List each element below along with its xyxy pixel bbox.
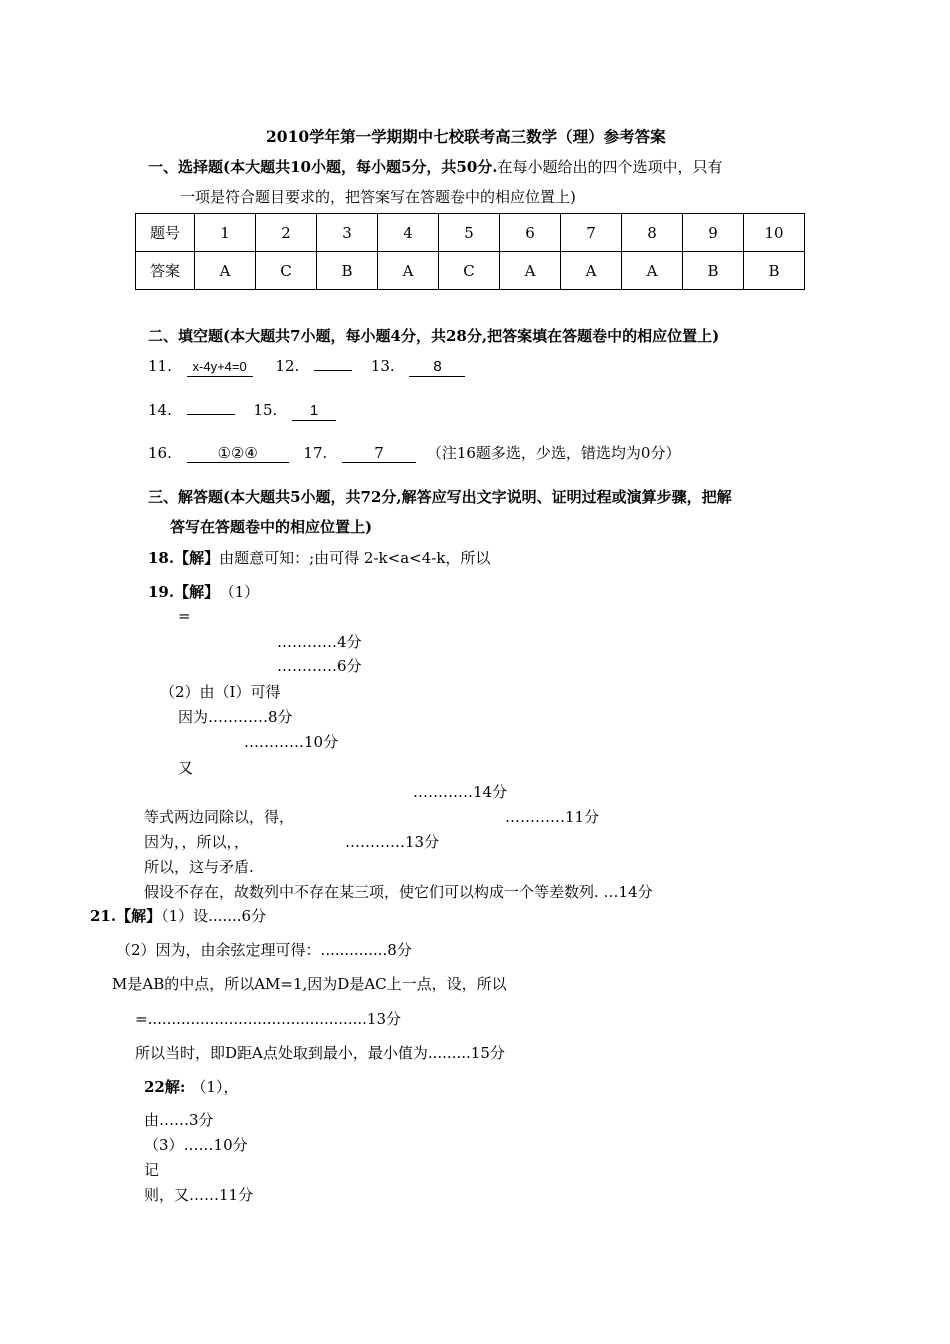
q22-line3: （3）……10分 [144,1136,248,1154]
q22-part1 [144,1077,238,1097]
q19-line-final: 假设不存在，故数列中不存在某三项，使它们可以构成一个等差数列. …14分 [144,883,653,901]
table-cell: B [317,252,378,290]
q21-part1-text: （1）设.......6分 [161,907,267,925]
q21-line3: M是AB的中点，所以AM=1,因为D是AC上一点，设，所以 [112,975,507,993]
section3-heading: 三、解答题(本大题共5小题，共72分,解答应写出文字说明、证明过程或演算步骤，把解 [148,488,732,506]
table-cell: 9 [683,214,744,252]
q14-label: 14. [148,401,172,419]
q17-answer: 7 [342,444,416,463]
q19-line-so: 所以，这与矛盾. [144,858,254,876]
q12-blank [314,370,352,371]
section1-heading-line2: 一项是符合题目要求的，把答案写在答题卷中的相应位置上) [180,188,576,206]
table-header-cell: 答案 [136,252,195,290]
answer-table-row-answers [136,252,805,290]
q16-label: 16. [148,444,172,462]
table-cell: C [256,252,317,290]
section2-heading: 二、填空题(本大题共7小题，每小题4分，共28分,把答案填在答题卷中的相应位置上) [148,327,720,345]
q13-answer: 8 [409,358,465,377]
q19-part2: （2）由（I）可得 [160,683,281,701]
q19-score-11: …………11分 [505,808,600,826]
q12-label: 12. [275,357,300,375]
table-cell: 8 [622,214,683,252]
fill-row-11-13 [148,356,465,377]
q22-line2: 由……3分 [144,1111,214,1129]
fill-row-16-17 [148,443,680,463]
q19-score-10: …………10分 [244,733,339,751]
answer-table-row-numbers [136,214,805,252]
table-cell: A [378,252,439,290]
q21-part1 [90,906,266,926]
table-cell: 10 [744,214,805,252]
section1-heading [148,157,723,177]
q19-label: 19.【解】 [148,583,220,601]
table-cell: A [195,252,256,290]
q19-line-equation: 等式两边同除以，得， [144,808,295,826]
table-cell: 5 [439,214,500,252]
q21-line4: =..............................................13分 [135,1010,401,1028]
section1-heading-rest: 在每小题给出的四个选项中，只有 [497,158,723,176]
table-cell: 1 [195,214,256,252]
q11-answer: x-4y+4=0 [187,358,253,377]
page-title: 2010学年第一学期期中七校联考高三数学（理）参考答案 [266,127,666,146]
q18-solution [148,548,490,568]
table-cell: C [439,252,500,290]
q15-answer: 1 [292,402,336,421]
table-cell: 6 [500,214,561,252]
q19-part1 [148,582,259,602]
q21-line5: 所以当时，即D距A点处取到最小，最小值为.........15分 [135,1044,505,1062]
q19-score-6: …………6分 [277,657,362,675]
q21-label: 21.【解】 [90,907,162,925]
q19-part1-text: （1） [227,583,260,601]
q13-label: 13. [370,357,395,375]
table-header-cell: 题号 [136,214,195,252]
q19-equals: = [178,607,191,625]
q15-label: 15. [253,401,278,419]
fill-row-14-15 [148,400,336,421]
q11-label: 11. [148,357,172,375]
answer-table [135,213,805,290]
table-cell: A [500,252,561,290]
q19-score-14: …………14分 [413,783,508,801]
q18-text: 由题意可知：;由可得 2-k<a<4-k，所以 [219,549,491,567]
q22-line4: 记 [144,1161,160,1179]
section3-heading-line2: 答写在答题卷中的相应位置上) [170,518,373,536]
q19-score-4: …………4分 [277,633,362,651]
q17-label: 17. [303,444,328,462]
table-cell: 2 [256,214,317,252]
q19-line-because: 因为，，所以，， [144,833,250,851]
q19-because-8: 因为…………8分 [178,708,293,726]
q22-label: 22解: [144,1078,186,1096]
table-cell: 7 [561,214,622,252]
q18-label: 18.【解】 [148,549,220,567]
table-cell: B [683,252,744,290]
q21-part2: （2）因为，由余弦定理可得：..............8分 [116,941,412,959]
q16-answer: ①②④ [187,444,289,463]
table-cell: B [744,252,805,290]
section1-heading-bold: 一、选择题(本大题共10小题，每小题5分，共50分. [148,158,498,176]
table-cell: A [561,252,622,290]
table-cell: A [622,252,683,290]
q19-score-13: …………13分 [345,833,440,851]
table-cell: 4 [378,214,439,252]
table-cell: 3 [317,214,378,252]
q22-part1-text: （1）， [191,1078,239,1096]
q19-you: 又 [178,759,194,777]
q14-blank [187,414,235,415]
q22-line5: 则，又……11分 [144,1186,254,1204]
q16-note: （注16题多选，少选，错选均为0分） [426,444,681,462]
